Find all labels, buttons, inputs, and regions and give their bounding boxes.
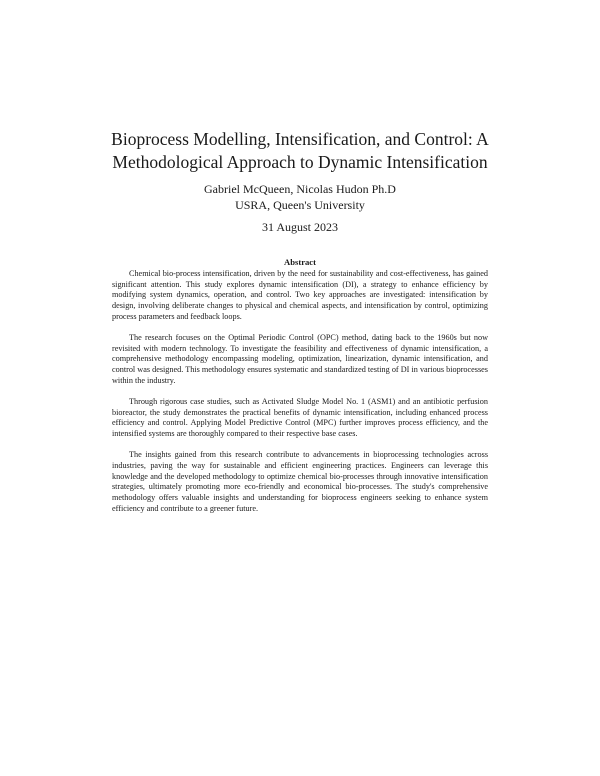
paper-date: 31 August 2023 xyxy=(261,220,338,234)
abstract-paragraph-2: The research focuses on the Optimal Periodic Control (OPC) method, dating back to the 1960s but now revisited with modern technology. To investigate the feasibility and effectiveness of dynamic intensification, a comprehensive methodology encompassing modeling, optimization, linearization, dynamic intensification, and control was designed. This methodology ensures systematic and standardized testing of DI in various bioprocesses within the industry. xyxy=(112,333,488,385)
abstract-heading: Abstract xyxy=(284,257,316,267)
paper-title xyxy=(60,128,540,173)
author-affiliation: USRA, Queen's University xyxy=(235,198,365,212)
author-block xyxy=(100,181,500,213)
paper-title-line-2: Methodological Approach to Dynamic Intensification xyxy=(112,151,488,172)
abstract-body xyxy=(112,269,488,525)
author-names: Gabriel McQueen, Nicolas Hudon Ph.D xyxy=(204,182,396,196)
abstract-paragraph-1: Chemical bio-process intensification, driven by the need for sustainability and cost-effectiveness, has gained significant attention. This study explores dynamic intensification (DI), a strategy to enhance efficiency by modifying system dynamics, operation, and control. Two key approaches are investigated: intensification by design, involving deliberate changes to physical and chemical aspects, and intensification by control, optimizing process parameters and feedback loops. xyxy=(112,269,488,321)
abstract-paragraph-4: The insights gained from this research contribute to advancements in bioprocessing technologies across industries, paving the way for sustainable and efficient engineering practices. Engineers can leverage this knowledge and the developed methodology to optimize chemical bio-processes through innovative intensification strategies, ultimately promoting more eco-friendly and economical bio-processes. The study's comprehensive methodology offers valuable insights and understanding for bioprocess engineers seeking to enhance system efficiency and contribute to a greener future. xyxy=(112,450,488,513)
abstract-paragraph-3: Through rigorous case studies, such as Activated Sludge Model No. 1 (ASM1) and an antibiotic perfusion bioreactor, the study demonstrates the practical benefits of dynamic intensification, including enhanced process efficiency and control. Applying Model Predictive Control (MPC) further improves process efficiency, and the intensified systems are thoroughly compared to their respective base cases. xyxy=(112,397,488,439)
paper-title-line-1: Bioprocess Modelling, Intensification, and Control: A xyxy=(111,129,489,149)
